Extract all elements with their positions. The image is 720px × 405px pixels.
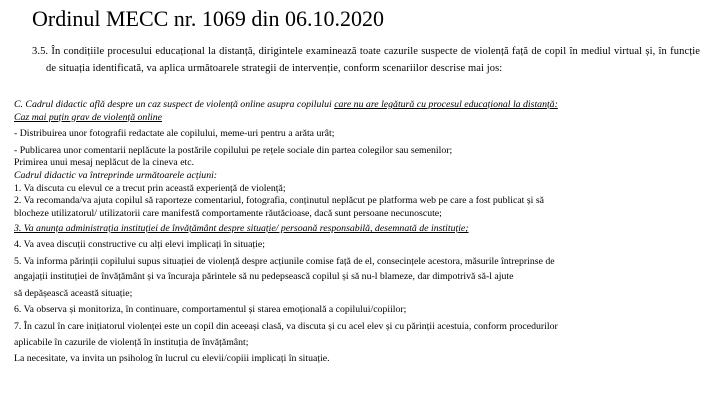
- action-5-line-1: 5. Va informa părinții copilului supus situației de violență despre acțiunile comise față de el, consecințele acestora, măsurile întreprinse de: [14, 255, 555, 267]
- document-body: [14, 99, 702, 366]
- example-item-3: Primirea unui mesaj neplăcut de la cineva etc.: [14, 157, 195, 169]
- intro-paragraph: 3.5. În condițiile procesului educațional la distanță, dirigintele examinează toate cazurile suspecte de violență față de copil în mediul virtual și, în funcție de situația identificată, va aplica următoarele strategii de intervenție, conform scenariilor descrise mai jos:: [32, 46, 700, 74]
- action-7-line-2: aplicabile în cazurile de violență în instituția de învățământ;: [14, 336, 249, 348]
- section-c-heading: [14, 99, 702, 112]
- action-7-line-1: 7. În cazul în care inițiatorul violenței este un copil din aceeași clasă, va discuta și cu acel elev și cu părinții acestuia, conform procedurilor: [14, 320, 558, 332]
- action-4: 4. Va avea discuții constructive cu alți elevi implicați în situație;: [14, 238, 265, 250]
- document-title: Ordinul MECC nr. 1069 din 06.10.2020: [32, 6, 385, 31]
- action-6: 6. Va observa și monitoriza, în continuare, comportamentul și starea emoțională a copilului/copiilor;: [14, 304, 407, 316]
- action-1: 1. Va discuta cu elevul ce a trecut prin această experiență de violență;: [14, 182, 286, 194]
- actions-heading: Cadrul didactic va întreprinde următoarele acțiuni:: [14, 169, 218, 181]
- section-c-lead: C. Cadrul didactic află despre un caz suspect de violență online asupra copilului: [14, 99, 335, 110]
- action-3: 3. Va anunța administrația instituției de învățământ despre situație/ persoană responsabilă, desemnată de instituție;: [14, 223, 469, 235]
- case-subheading: Caz mai puțin grav de violență online: [14, 111, 163, 123]
- example-item-1: - Distribuirea unor fotografii redactate ale copilului, meme-uri pentru a arăta urât;: [14, 128, 335, 140]
- action-5-line-2: angajații instituției de învățământ și va încuraja părintele să nu pedepsească copilul și să nu-l blameze, dar dimpotrivă să-l ajute: [14, 271, 514, 283]
- section-c-underlined: care nu are legătură cu procesul educațional la distanță:: [334, 99, 558, 110]
- action-8: La necesitate, va invita un psiholog în lucrul cu elevii/copiii implicați în situație.: [14, 353, 330, 365]
- action-2-line-2: blocheze utilizatorul/ utilizatorii care manifestă comportamente răutăcioase, dacă sunt persoane necunoscute;: [14, 207, 442, 219]
- action-2-line-1: 2. Va recomanda/va ajuta copilul să raporteze comentariul, fotografia, conținutul neplăcut pe platforma web pe care a fost publicat și să: [14, 195, 545, 207]
- example-item-2: - Publicarea unor comentarii neplăcute la postările copilului pe rețele sociale din partea colegilor sau semenilor;: [14, 144, 453, 156]
- action-5-line-3: să depășească această situație;: [14, 287, 133, 299]
